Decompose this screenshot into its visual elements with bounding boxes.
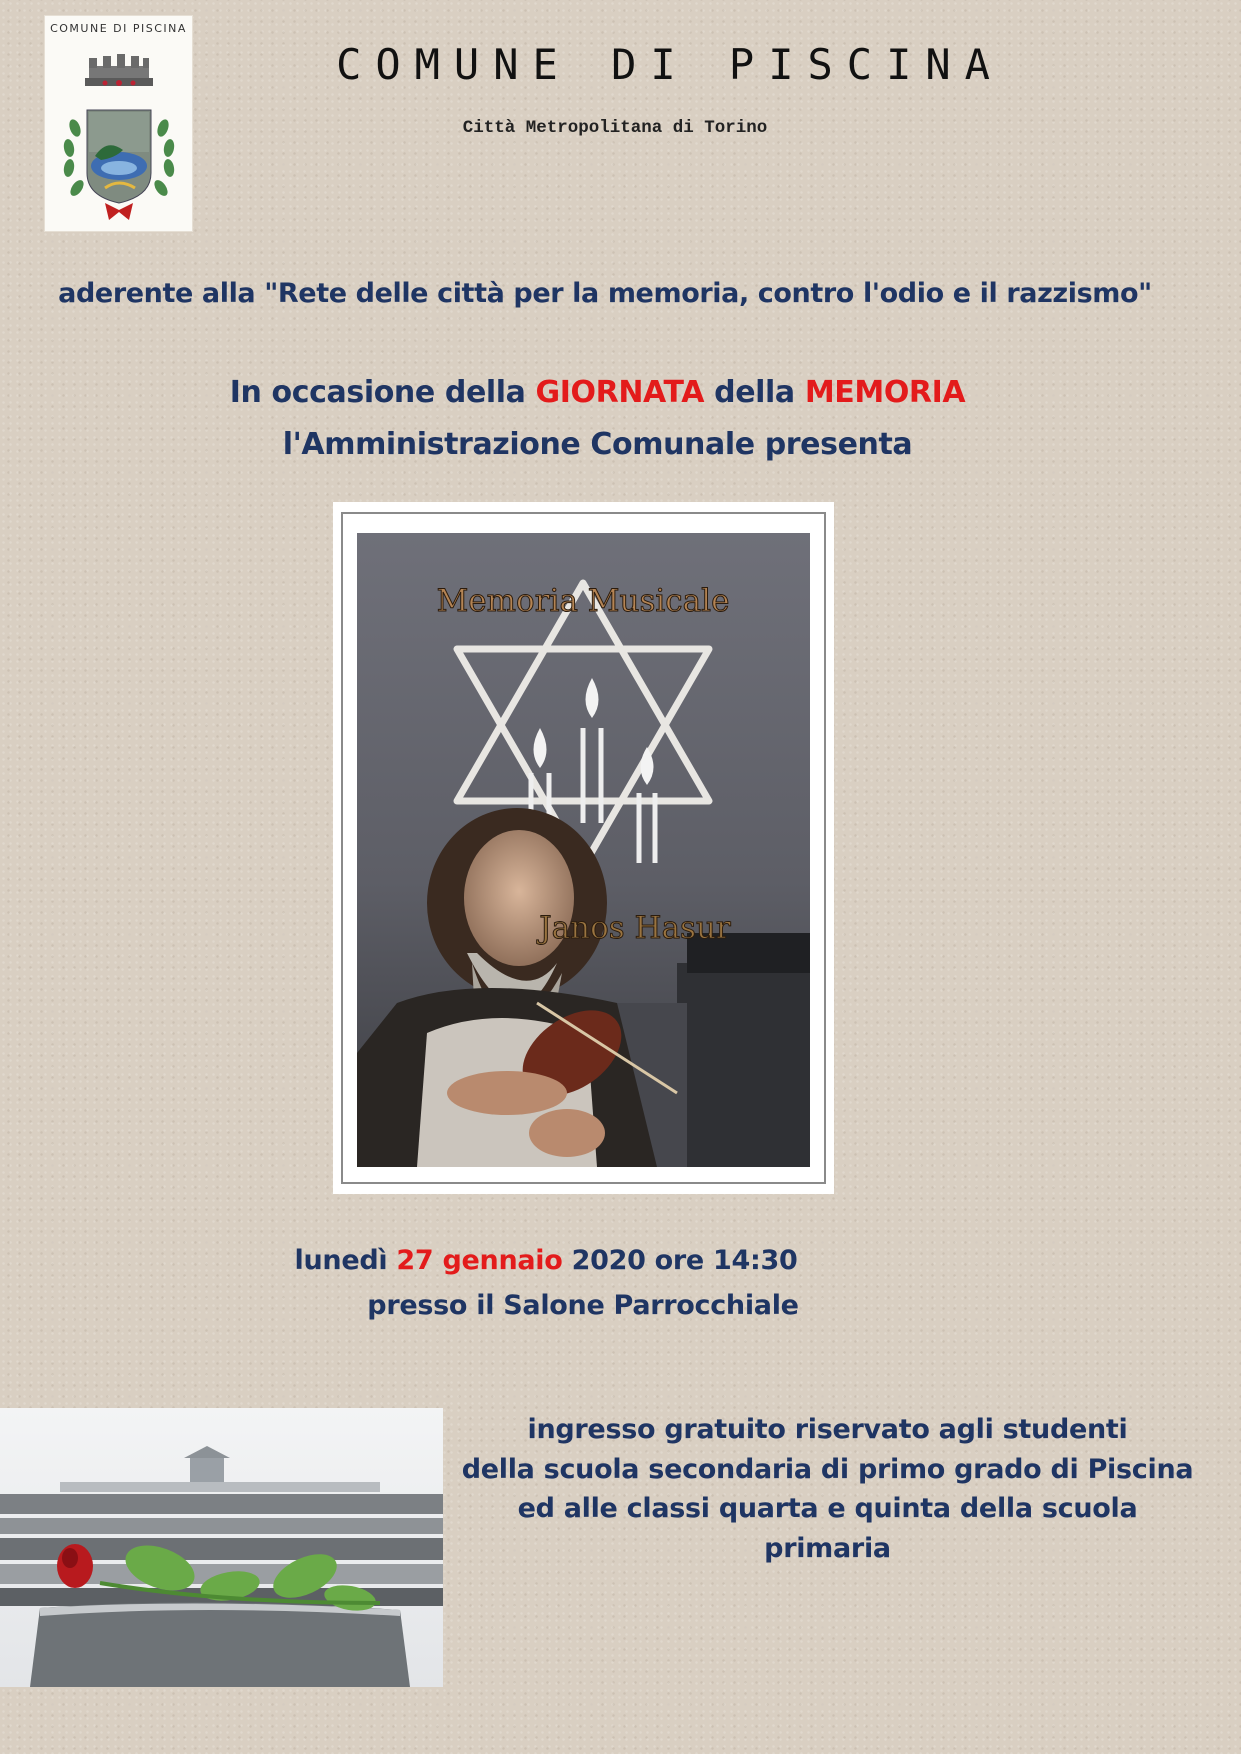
poster-artwork (357, 533, 810, 1167)
poster-title: Memoria Musicale (436, 583, 730, 619)
event-year-time: 2020 ore 14:30 (562, 1245, 798, 1276)
event-place: presso il Salone Parrocchiale (367, 1290, 799, 1321)
occasion-giornata: GIORNATA (535, 375, 705, 410)
coat-label: COMUNE DI PISCINA (50, 22, 187, 35)
presents-line: l'Amministrazione Comunale presenta (282, 427, 913, 462)
poster-artist: Janos Hasur (539, 910, 731, 946)
occasion-prefix: In occasione della (229, 375, 536, 410)
event-date (0, 1245, 1092, 1276)
occasion-memoria: MEMORIA (804, 375, 966, 410)
town-subtitle: Città Metropolitana di Torino (462, 118, 768, 138)
coat-of-arms-icon (45, 38, 192, 228)
event-date-highlight: 27 gennaio (396, 1245, 563, 1276)
entry-info (460, 1410, 1195, 1568)
entry-line-1: ingresso gratuito riservato agli studenti (527, 1414, 1128, 1445)
memorial-photo (0, 1408, 443, 1687)
event-day: lunedì (294, 1245, 397, 1276)
network-statement: aderente alla "Rete delle città per la memoria, contro l'odio e il razzismo" (58, 278, 1152, 309)
occasion-middle: della (704, 375, 805, 410)
event-poster (333, 502, 834, 1194)
entry-line-3: ed alle classi quarta e quinta della scuola primaria (517, 1493, 1138, 1564)
coat-of-arms (44, 15, 193, 232)
town-title: COMUNE DI PISCINA (336, 40, 1004, 89)
entry-line-2: della scuola secondaria di primo grado di Piscina (461, 1453, 1194, 1485)
occasion-line (0, 375, 1195, 410)
